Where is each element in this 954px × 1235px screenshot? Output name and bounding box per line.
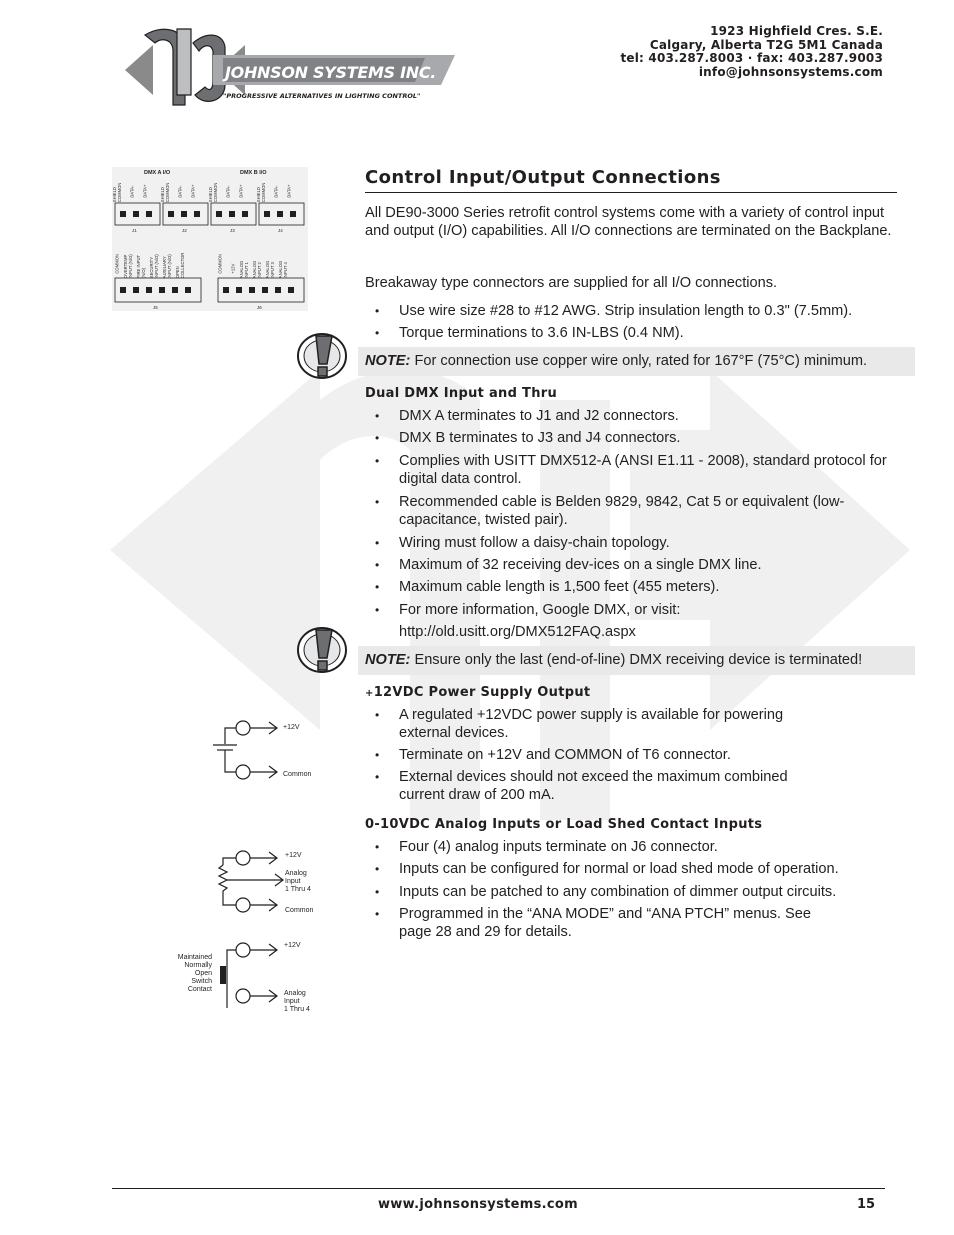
power-supply-diagram — [205, 712, 325, 792]
warning-icon — [296, 624, 348, 676]
list-item: • Maximum cable length is 1,500 feet (455 meters). — [365, 578, 905, 596]
warning-icon — [296, 330, 348, 382]
pin-label: SECURITY INPUT (N/O) — [148, 254, 159, 279]
pin-label: ANALOG INPUT 4 — [277, 260, 288, 279]
power-bullet-list — [365, 706, 835, 804]
power-heading-text: 12VDC Power Supply Output — [373, 685, 591, 700]
pin-label: DATA+ — [286, 184, 292, 198]
list-item: • Recommended cable is Belden 9829, 9842, Cat 5 or equivalent (low-capacitance, twisted pair). — [365, 493, 905, 529]
analog-input-schematic — [205, 845, 335, 920]
company-tagline: "PROGRESSIVE ALTERNATIVES IN LIGHTING CONTROL" — [223, 92, 421, 100]
pin-label: DATA+ — [142, 184, 148, 198]
footer-url[interactable]: www.johnsonsystems.com — [378, 1197, 578, 1212]
analog-plus-label: +12V — [285, 852, 302, 859]
footer-rule — [112, 1188, 885, 1189]
j6-label: J6 — [257, 305, 262, 310]
list-item: • DMX B terminates to J3 and J4 connectors. — [365, 429, 905, 447]
analog-bullet-list — [365, 838, 885, 941]
switch-label-line: Maintained — [177, 954, 212, 961]
power-supply-schematic — [205, 712, 325, 792]
switch-plus-label: +12V — [284, 942, 301, 949]
switch-input-line: Analog — [284, 990, 306, 997]
dmx-bullet-list — [365, 407, 905, 641]
address-line-1: 1923 Highfield Cres. S.E. — [710, 24, 883, 38]
pin-label: DATA+ — [238, 184, 244, 198]
note-text: Ensure only the last (end-of-line) DMX receiving device is terminated! — [410, 652, 863, 668]
power-heading-plus: + — [365, 688, 374, 699]
breakaway-paragraph: Breakaway type connectors are supplied for all I/O connections. — [365, 275, 778, 291]
company-name: JOHNSON SYSTEMS INC. — [225, 63, 437, 82]
switch-contact-diagram — [165, 938, 335, 1018]
j5-label: J5 — [153, 305, 158, 310]
j1-label: J1 — [132, 228, 137, 233]
dmx-a-group-label: DMX A I/O — [144, 170, 171, 176]
list-item: • Inputs can be configured for normal or load shed mode of operation. — [365, 860, 885, 878]
list-item: • External devices should not exceed the maximum combined current draw of 200 mA. — [365, 768, 835, 804]
dmx-heading: Dual DMX Input and Thru — [365, 386, 558, 401]
pin-label: SHIELD COMMON — [159, 182, 170, 203]
dmx-faq-link[interactable]: http://old.usitt.org/DMX512FAQ.aspx — [399, 624, 636, 640]
list-item: • For more information, Google DMX, or visit: — [365, 601, 905, 619]
pin-label: SHIELD COMMON — [111, 182, 122, 203]
list-item: • A regulated +12VDC power supply is available for powering external devices. — [365, 706, 835, 742]
note-text: For connection use copper wire only, rated for 167°F (75°C) minimum. — [410, 353, 868, 369]
pin-label: FIRE INPUT (N/O) — [135, 254, 146, 279]
pin-label: +12V — [230, 263, 236, 274]
switch-label-line: Contact — [187, 986, 212, 993]
list-item: • Wiring must follow a daisy-chain topology. — [365, 534, 905, 552]
analog-heading: 0-10VDC Analog Inputs or Load Shed Contact Inputs — [365, 817, 763, 832]
j3-label: J3 — [230, 228, 235, 233]
power-plus-label: +12V — [283, 724, 300, 731]
analog-input-line: Input — [285, 878, 301, 885]
intro-paragraph: All DE90-3000 Series retrofit control systems come with a variety of control input and output (I/O) capabilities. All I/O connections are terminated on the Backplane. — [365, 205, 892, 239]
pin-label: DATA+ — [190, 184, 196, 198]
list-item: • Programmed in the “ANA MODE” and “ANA PTCH” menus. See page 28 and 29 for details. — [365, 905, 885, 941]
pin-label: COMMON — [114, 254, 120, 274]
pin-label: DATA- — [273, 185, 279, 198]
pin-label: AUXILIARY INPUT (N/O) — [161, 254, 172, 279]
company-address — [620, 25, 883, 79]
pin-label: SHIELD COMMON — [255, 182, 266, 203]
switch-input-label — [284, 990, 310, 1014]
list-item: • Torque terminations to 3.6 IN-LBS (0.4 NM). — [365, 324, 905, 342]
list-item: • Inputs can be patched to any combination of dimmer output circuits. — [365, 883, 885, 901]
company-logo — [125, 25, 460, 110]
power-common-label: Common — [283, 771, 312, 778]
switch-label-line: Switch — [191, 978, 212, 985]
pin-label: DATA- — [225, 185, 231, 198]
power-heading — [365, 685, 590, 700]
pin-label: SHIELD COMMON — [207, 182, 218, 203]
dmx-b-group-label: DMX B I/O — [240, 170, 267, 176]
analog-input-label — [285, 870, 311, 894]
analog-input-line: Analog — [285, 870, 307, 877]
pin-label: OVERTEMP INPUT (N/O) — [122, 254, 133, 279]
general-bullet-list — [365, 302, 905, 342]
note-label: NOTE: — [365, 652, 411, 668]
list-item: • Complies with USITT DMX512-A (ANSI E1.11 - 2008), standard protocol for digital data control. — [365, 452, 905, 488]
pin-label: ANALOG INPUT 1 — [238, 260, 249, 279]
switch-input-line: 1 Thru 4 — [284, 1006, 310, 1013]
pin-label: OPEN COLLECTOR — [174, 252, 185, 279]
note-termination — [358, 646, 915, 675]
list-item: • Terminate on +12V and COMMON of T6 connector. — [365, 746, 835, 764]
switch-label — [165, 954, 212, 994]
email-line[interactable]: info@johnsonsystems.com — [698, 64, 883, 79]
page-title: Control Input/Output Connections — [365, 167, 897, 193]
switch-label-line: Open — [194, 970, 212, 977]
pin-label: ANALOG INPUT 3 — [264, 260, 275, 279]
address-line-2: Calgary, Alberta T2G 5M1 Canada — [649, 37, 883, 52]
note-copper-wire — [358, 347, 915, 376]
pin-label: DATA- — [129, 185, 135, 198]
list-item: • DMX A terminates to J1 and J2 connectors. — [365, 407, 905, 425]
page-number: 15 — [857, 1197, 876, 1212]
analog-input-line: 1 Thru 4 — [285, 886, 311, 893]
list-item: • Maximum of 32 receiving dev-ices on a single DMX line. — [365, 556, 905, 574]
switch-label-line: Normally — [184, 962, 212, 969]
j2-label: J2 — [182, 228, 187, 233]
analog-input-diagram — [205, 845, 335, 920]
list-item: • Use wire size #28 to #12 AWG. Strip insulation length to 0.3" (7.5mm). — [365, 302, 905, 320]
pin-label: COMMON — [217, 254, 223, 274]
j4-label: J4 — [278, 228, 283, 233]
switch-input-line: Input — [284, 998, 300, 1005]
analog-common-label: Common — [285, 907, 314, 914]
phone-fax-line: tel: 403.287.8003 · fax: 403.287.9003 — [620, 51, 883, 65]
note-label: NOTE: — [365, 353, 411, 369]
pin-label: ANALOG INPUT 2 — [251, 260, 262, 279]
list-item: • Four (4) analog inputs terminate on J6 connector. — [365, 838, 885, 856]
connector-diagram — [112, 167, 308, 311]
pin-label: DATA- — [177, 185, 183, 198]
